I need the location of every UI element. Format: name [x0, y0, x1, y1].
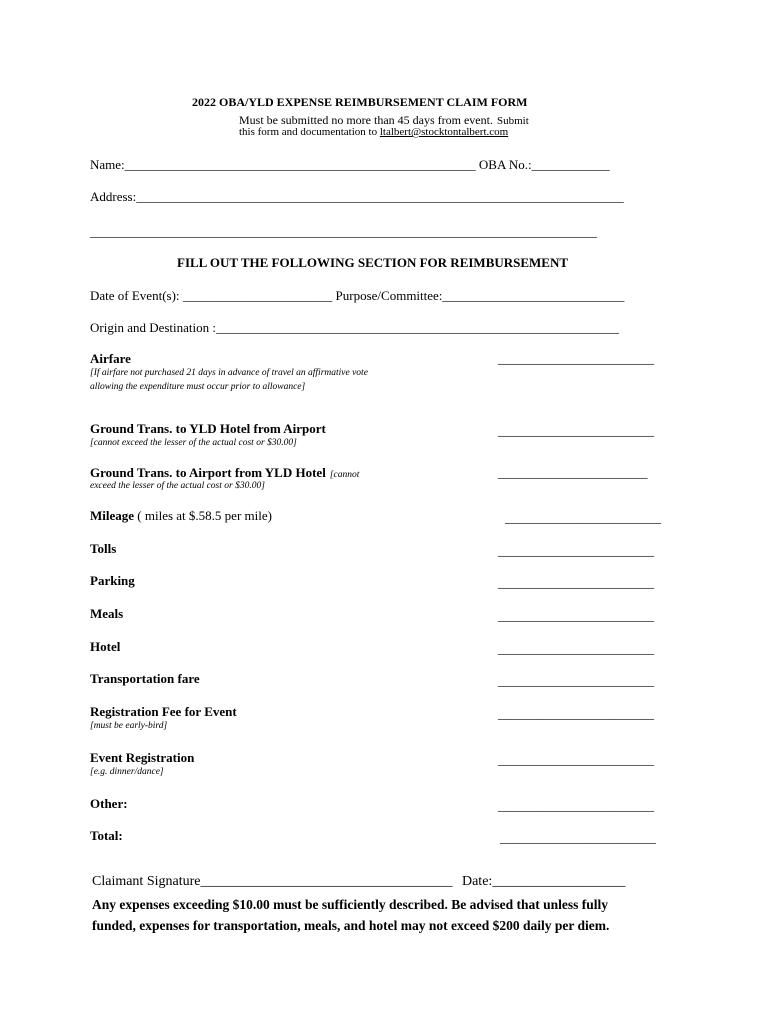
- tolls-label: Tolls: [90, 541, 117, 556]
- ground-to-hotel-label: Ground Trans. to YLD Hotel from Airport: [90, 421, 326, 436]
- tolls-amount-field[interactable]: ________________________: [498, 543, 654, 558]
- signature-label: Claimant Signature: [92, 874, 201, 889]
- instructions-text: this form and documentation to: [239, 126, 378, 138]
- address-field-line2[interactable]: ______________________________________________________________________________: [90, 224, 597, 239]
- airfare-amount-field[interactable]: ________________________: [498, 351, 654, 366]
- submission-instructions: [239, 126, 508, 138]
- email-link[interactable]: ltalbert@stocktontalbert.com: [379, 126, 509, 138]
- address-field[interactable]: ___________________________________________________________________________: [136, 189, 624, 204]
- meals-label: Meals: [90, 606, 124, 621]
- origin-row: [90, 320, 619, 336]
- ground-to-airport-amount-field[interactable]: _______________________: [498, 465, 648, 480]
- purpose-field[interactable]: ____________________________: [442, 288, 625, 303]
- address-row: [90, 189, 624, 205]
- form-title: 2022 OBA/YLD EXPENSE REIMBURSEMENT CLAIM FORM: [192, 95, 528, 109]
- event-registration-note: [e.g. dinner/dance]: [90, 767, 164, 777]
- ground-to-airport-label: Ground Trans. to Airport from YLD Hotel: [90, 465, 326, 480]
- section-heading: FILL OUT THE FOLLOWING SECTION FOR REIMBURSEMENT: [177, 255, 569, 270]
- submit-text: Submit: [496, 115, 529, 127]
- signature-field[interactable]: ____________________________________: [200, 874, 453, 889]
- origin-destination-field[interactable]: ______________________________________________________________: [216, 320, 620, 335]
- ground-to-hotel-note: [cannot exceed the lesser of the actual cost or $30.00]: [90, 438, 297, 448]
- name-field[interactable]: ______________________________________________________: [124, 157, 476, 172]
- deadline-text: Must be submitted no more than 45 days from event.: [239, 113, 493, 127]
- mileage-amount-field[interactable]: ________________________: [505, 510, 661, 525]
- meals-amount-field[interactable]: ________________________: [498, 608, 654, 623]
- ground-to-airport-note-start: [cannot: [329, 470, 360, 480]
- signature-date-label: Date:: [461, 874, 493, 889]
- signature-row: [92, 874, 625, 890]
- ground-to-airport-note: exceed the lesser of the actual cost or $30.00]: [90, 481, 265, 491]
- address-label: Address:: [90, 189, 137, 204]
- registration-fee-label: Registration Fee for Event: [90, 704, 237, 719]
- oba-number-field[interactable]: ____________: [531, 157, 610, 172]
- other-label: Other:: [90, 796, 128, 811]
- airfare-label: Airfare: [90, 351, 131, 366]
- registration-fee-amount-field[interactable]: ________________________: [498, 706, 654, 721]
- other-amount-field[interactable]: ________________________: [498, 798, 654, 813]
- hotel-label: Hotel: [90, 639, 121, 654]
- name-row: [90, 157, 610, 173]
- parking-label: Parking: [90, 573, 135, 588]
- date-of-event-label: Date of Event(s):: [90, 288, 180, 303]
- transportation-fare-amount-field[interactable]: ________________________: [498, 673, 654, 688]
- notice-line-1: Any expenses exceeding $10.00 must be sufficiently described. Be advised that unless fully: [92, 897, 609, 912]
- name-label: Name:: [90, 157, 125, 172]
- transportation-fare-label: Transportation fare: [90, 671, 200, 686]
- hotel-amount-field[interactable]: ________________________: [498, 641, 654, 656]
- date-of-event-field[interactable]: _______________________: [182, 288, 333, 303]
- purpose-label: Purpose/Committee:: [335, 288, 443, 303]
- ground-to-hotel-amount-field[interactable]: ________________________: [498, 423, 654, 438]
- registration-fee-note: [must be early-bird]: [90, 721, 168, 731]
- origin-destination-label: Origin and Destination :: [90, 320, 217, 335]
- oba-label: OBA No.:: [478, 157, 532, 172]
- parking-amount-field[interactable]: ________________________: [498, 575, 654, 590]
- event-registration-amount-field[interactable]: ________________________: [498, 752, 654, 767]
- airfare-note: [If airfare not purchased 21 days in advance of travel an affirmative vote allowing the expenditure must occur prior to allowance]: [90, 368, 368, 392]
- total-label: Total:: [90, 828, 123, 843]
- notice-line-2: funded, expenses for transportation, meals, and hotel may not exceed $200 daily per diem.: [92, 918, 610, 933]
- total-amount-field[interactable]: ________________________: [500, 830, 656, 845]
- event-row: [90, 288, 624, 304]
- mileage-label: Mileage: [90, 508, 135, 523]
- signature-date-field[interactable]: ___________________: [492, 874, 626, 889]
- mileage-rate: ( miles at $.58.5 per mile): [137, 508, 272, 523]
- event-registration-label: Event Registration: [90, 750, 195, 765]
- mileage-row: [90, 508, 272, 524]
